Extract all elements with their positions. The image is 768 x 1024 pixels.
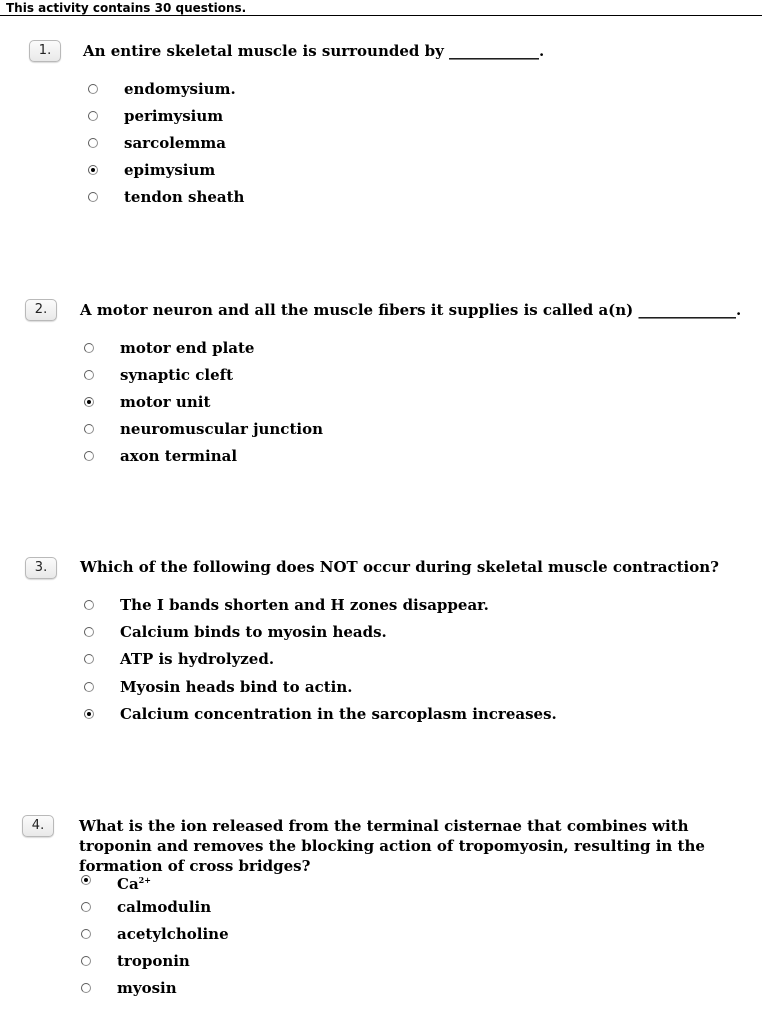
option-synaptic-cleft[interactable] [84, 365, 684, 387]
radio-button[interactable] [81, 929, 91, 939]
option-calcium-concentration-increases[interactable] [84, 704, 684, 726]
option-label [117, 870, 151, 894]
option-sarcolemma[interactable] [88, 133, 688, 155]
option-label: Calcium binds to myosin heads. [120, 623, 387, 641]
radio-button[interactable] [84, 343, 94, 353]
option-troponin[interactable] [81, 951, 681, 973]
activity-header: This activity contains 30 questions. [0, 0, 762, 16]
radio-button-selected[interactable] [84, 397, 94, 407]
option-neuromuscular-junction[interactable] [84, 419, 684, 441]
radio-button[interactable] [88, 192, 98, 202]
option-tendon-sheath[interactable] [88, 187, 688, 209]
option-label: Calcium concentration in the sarcoplasm increases. [120, 705, 557, 723]
option-endomysium[interactable] [88, 79, 688, 101]
option-i-bands-shorten[interactable] [84, 595, 684, 617]
radio-button[interactable] [84, 654, 94, 664]
radio-button[interactable] [81, 902, 91, 912]
question-number-badge: 1. [29, 40, 61, 62]
question-number-badge: 4. [22, 815, 54, 837]
question-number-badge: 2. [25, 299, 57, 321]
option-label: acetylcholine [117, 925, 229, 943]
option-label: endomysium. [124, 80, 236, 98]
question-text: Which of the following does NOT occur during skeletal muscle contraction? [80, 558, 719, 576]
option-label: motor unit [120, 393, 211, 411]
radio-button[interactable] [88, 111, 98, 121]
option-epimysium[interactable] [88, 160, 688, 182]
option-atp-hydrolyzed[interactable] [84, 649, 684, 671]
option-label-text: Ca [117, 875, 139, 893]
option-label: axon terminal [120, 447, 238, 465]
option-perimysium[interactable] [88, 106, 688, 128]
radio-button-selected[interactable] [84, 709, 94, 719]
option-motor-end-plate[interactable] [84, 338, 684, 360]
question-text: An entire skeletal muscle is surrounded by ____________. [83, 42, 545, 60]
option-label: perimysium [124, 107, 224, 125]
option-myosin-bind-actin[interactable] [84, 677, 684, 699]
radio-button[interactable] [84, 370, 94, 380]
radio-button-selected[interactable] [81, 875, 91, 885]
radio-button[interactable] [81, 983, 91, 993]
option-label: myosin [117, 979, 177, 997]
option-acetylcholine[interactable] [81, 924, 681, 946]
option-myosin[interactable] [81, 978, 681, 1000]
option-label: epimysium [124, 161, 216, 179]
radio-button[interactable] [84, 682, 94, 692]
option-label: sarcolemma [124, 134, 226, 152]
option-label: neuromuscular junction [120, 420, 323, 438]
question-text: A motor neuron and all the muscle fibers it supplies is called a(n) _____________. [80, 301, 742, 319]
option-label: The I bands shorten and H zones disappear. [120, 596, 489, 614]
option-label: troponin [117, 952, 190, 970]
option-label: motor end plate [120, 339, 255, 357]
radio-button[interactable] [84, 424, 94, 434]
option-label-superscript: 2+ [138, 875, 151, 885]
question-number-badge: 3. [25, 557, 57, 579]
option-label: synaptic cleft [120, 366, 234, 384]
option-label: calmodulin [117, 898, 212, 916]
option-calmodulin[interactable] [81, 897, 681, 919]
radio-button[interactable] [88, 138, 98, 148]
option-motor-unit[interactable] [84, 392, 684, 414]
radio-button[interactable] [84, 451, 94, 461]
option-label: ATP is hydrolyzed. [120, 650, 275, 668]
radio-button[interactable] [84, 600, 94, 610]
question-text: What is the ion released from the terminal cisternae that combines with troponin and removes the blocking action of tropomyosin, resulting in the formation of cross bridges? [79, 817, 705, 875]
radio-button[interactable] [81, 956, 91, 966]
option-label: tendon sheath [124, 188, 245, 206]
option-label: Myosin heads bind to actin. [120, 678, 353, 696]
option-axon-terminal[interactable] [84, 446, 684, 468]
option-ca2plus[interactable] [81, 870, 681, 892]
radio-button[interactable] [84, 627, 94, 637]
radio-button[interactable] [88, 84, 98, 94]
radio-button-selected[interactable] [88, 165, 98, 175]
option-calcium-binds-myosin[interactable] [84, 622, 684, 644]
